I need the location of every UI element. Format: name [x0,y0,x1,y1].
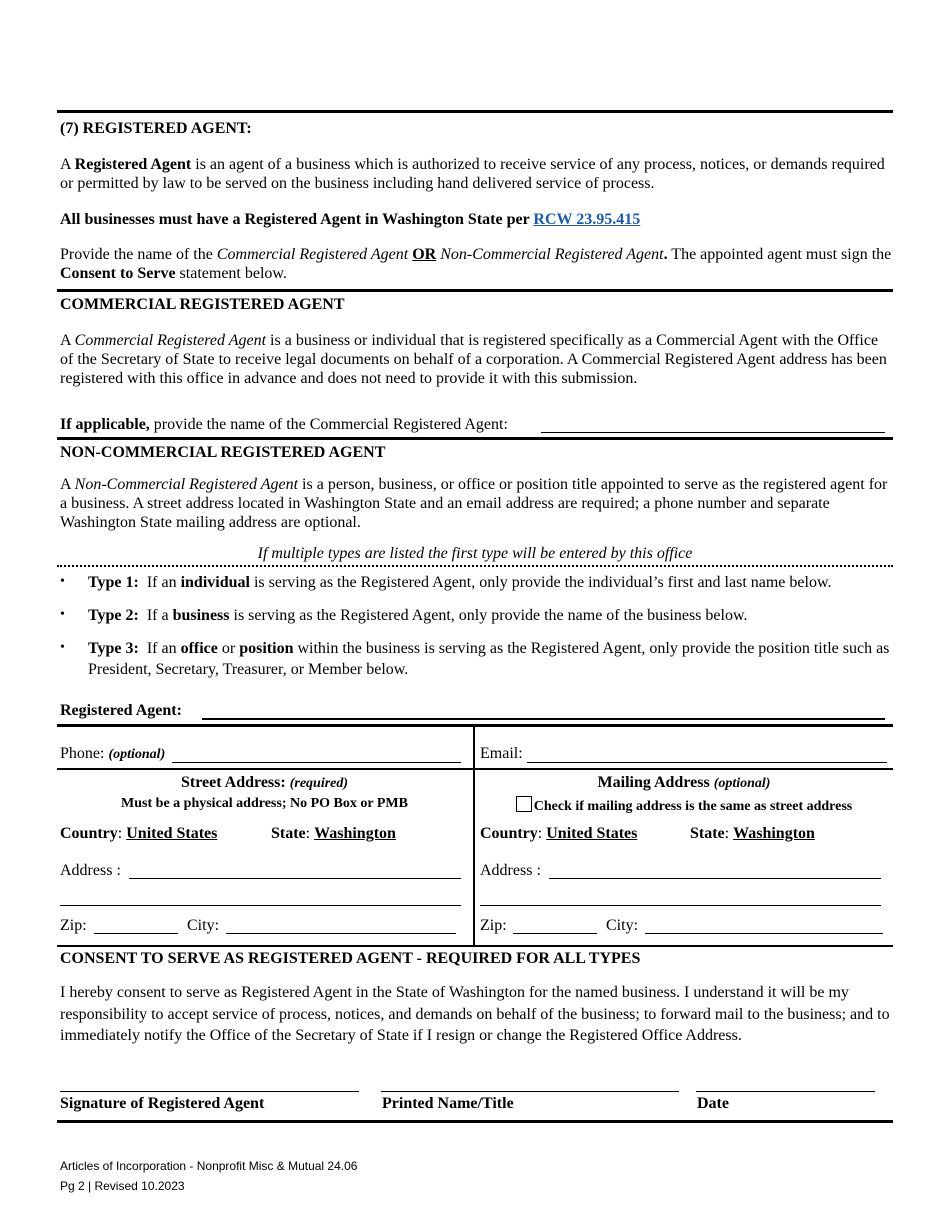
section-heading: (7) REGISTERED AGENT: [60,120,252,137]
requirement-statement: All businesses must have a Registered Agent in Washington State per RCW 23.95.415 [60,211,641,228]
email-field[interactable] [527,762,887,763]
mailing-address-field[interactable] [549,878,881,879]
registered-agent-name-field[interactable] [202,718,885,720]
street-city-field[interactable] [226,933,456,934]
consent-heading: CONSENT TO SERVE AS REGISTERED AGENT - REQUIRED FOR ALL TYPES [60,950,641,967]
street-address-label: Address : [60,862,121,879]
type3-item: Type 3: If an office or position within the business is serving as the Registered Agent, only provide the position title such as President, Secretary, Treasurer, or Member below. [88,640,890,678]
bullet-icon: • [60,607,65,622]
signature-label: Signature of Registered Agent [60,1095,265,1112]
date-label: Date [697,1095,729,1112]
street-address-field-2[interactable] [60,905,461,906]
commercial-rule [57,289,893,292]
type2-item: Type 2: If a business is serving as the Registered Agent, only provide the name of the business below. [88,607,748,624]
bullet-icon: • [60,640,65,655]
street-state: State: Washington [271,825,396,842]
mailing-city-label: City: [606,917,639,934]
signature-field[interactable] [60,1091,359,1092]
phone-label: Phone: (optional) [60,745,166,762]
mailing-zip-field[interactable] [513,933,597,934]
printed-name-label: Printed Name/Title [382,1095,514,1112]
multiple-types-note: If multiple types are listed the first type will be entered by this office [257,545,693,562]
registered-agent-label: Registered Agent: [60,702,182,719]
rcw-link[interactable]: RCW 23.95.415 [533,211,641,228]
table-divider [473,726,475,946]
type1-item: Type 1: If an individual is serving as the Registered Agent, only provide the individual’s first and last name below. [88,574,832,591]
street-address-field[interactable] [129,878,461,879]
bullet-icon: • [60,574,65,589]
printed-name-field[interactable] [381,1091,679,1092]
noncommercial-description: A Non-Commercial Registered Agent is a person, business, or office or position title appointed to serve as the registered agent for a business. A street address located in Washington State and an email address are required; a phone number and separate Washington State mailing address are optional. [60,476,888,531]
commercial-agent-row: If applicable, provide the name of the Commercial Registered Agent: [60,416,508,433]
mailing-country: Country: United States [480,825,638,842]
commercial-heading: COMMERCIAL REGISTERED AGENT [60,296,345,313]
phone-field[interactable] [172,762,461,763]
table-top-rule [57,724,893,727]
top-rule [57,110,893,113]
note-dotted-rule [57,565,893,567]
street-address-subtitle: Must be a physical address; No PO Box or PMB [121,796,408,811]
noncommercial-heading: NON-COMMERCIAL REGISTERED AGENT [60,444,386,461]
mailing-address-label: Address : [480,862,541,879]
mailing-same-checkbox-row[interactable]: Check if mailing address is the same as street address [475,796,893,815]
noncommercial-rule [57,437,893,440]
mailing-zip-label: Zip: [480,917,507,934]
bottom-rule [57,1120,893,1123]
mailing-address-title: Mailing Address (optional) [597,774,771,791]
table-row-rule [57,768,893,770]
street-zip-label: Zip: [60,917,87,934]
table-bottom-rule [57,945,893,947]
street-country: Country: United States [60,825,218,842]
consent-text: I hereby consent to serve as Registered Agent in the State of Washington for the named business. I understand it will be my responsibility to accept service of process, notices, and demands on behalf of the business; to forward mail to the business; and to immediately notify the Office of the Secretary of State if I resign or change the Registered Office Address. [60,984,890,1044]
date-field[interactable] [696,1091,875,1092]
commercial-agent-name-field[interactable] [541,418,885,433]
commercial-description: A Commercial Registered Agent is a business or individual that is registered specifically as a Commercial Agent with the Office of the Secretary of State to receive legal documents on behalf of a corporation. A Commercial Registered Agent address has been registered with this office in advance and does not need to provide it with this submission. [60,332,887,387]
mailing-state: State: Washington [690,825,815,842]
mailing-address-field-2[interactable] [480,905,881,906]
street-address-title: Street Address: (required) [180,774,349,791]
footer-page-info: Pg 2 | Revised 10.2023 [60,1179,185,1193]
footer-form-title: Articles of Incorporation - Nonprofit Misc & Mutual 24.06 [60,1159,358,1173]
street-zip-field[interactable] [94,933,178,934]
registered-agent-intro: A Registered Agent is an agent of a business which is authorized to receive service of any process, notices, or demands required or permitted by law to be served on the business including hand delivered service of process. [60,156,885,192]
provide-instructions: Provide the name of the Commercial Registered Agent OR Non-Commercial Registered Agent. The appointed agent must sign the Consent to Serve statement below. [60,246,892,282]
mailing-city-field[interactable] [645,933,883,934]
email-label: Email: [480,745,523,762]
same-address-checkbox[interactable] [516,796,532,812]
street-city-label: City: [187,917,220,934]
